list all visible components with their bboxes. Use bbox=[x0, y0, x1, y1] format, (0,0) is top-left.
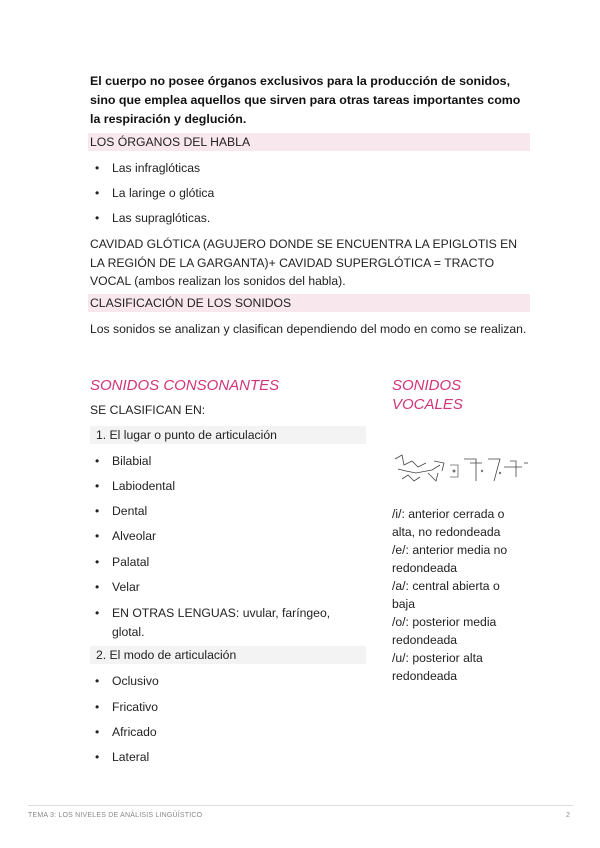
lugar-item: • Bilabial bbox=[112, 453, 151, 469]
consonantes-subtitle: SE CLASIFICAN EN: bbox=[90, 403, 206, 417]
modo-item: • Africado bbox=[112, 724, 157, 740]
vocal-line: alta, no redondeada bbox=[392, 525, 501, 539]
lugar-item: • Alveolar bbox=[112, 528, 156, 544]
lugar-item: • EN OTRAS LENGUAS: uvular, faríngeo, glotal. bbox=[112, 604, 357, 641]
cavidad-paragraph: CAVIDAD GLÓTICA (AGUJERO DONDE SE ENCUENTRA LA EPIGLOTIS EN LA REGIÓN DE LA GARGANTA)+ CAVIDAD SUPERGLÓTICA = TRACTO VOCAL (ambos realizan los sonidos del habla). bbox=[90, 237, 518, 288]
lugar-item: • Dental bbox=[112, 503, 147, 519]
intro-paragraph: El cuerpo no posee órganos exclusivos para la producción de sonidos, sino que emplea aquellos que sirven para otras tareas importantes como la respiración y deglución. bbox=[90, 74, 521, 126]
modo-item: • Lateral bbox=[112, 749, 149, 765]
vowel-diagram-image bbox=[392, 451, 530, 489]
vocal-line: /e/: anterior media no bbox=[392, 543, 508, 557]
vocal-line: baja bbox=[392, 597, 416, 611]
organos-item: • La laringe o glótica bbox=[112, 185, 214, 201]
vocal-line: redondeada bbox=[392, 561, 458, 575]
clasificacion-paragraph: Los sonidos se analizan y clasifican dependiendo del modo en como se realizan. bbox=[90, 322, 527, 336]
footer-title: TEMA 3: LOS NIVELES DE ANÁLISIS LINGÜÍSTICO bbox=[28, 812, 203, 819]
consonantes-title: SONIDOS CONSONANTES bbox=[90, 377, 280, 394]
modo-item: • Fricativo bbox=[112, 699, 158, 715]
modo-item: • Oclusivo bbox=[112, 673, 159, 689]
organos-heading: LOS ÓRGANOS DEL HABLA bbox=[88, 133, 530, 151]
organos-item: • Las infraglóticas bbox=[112, 160, 200, 176]
vocal-line: /i/: anterior cerrada o bbox=[392, 507, 505, 521]
vocal-line: redondeada bbox=[392, 633, 458, 647]
organos-item: • Las supraglóticas. bbox=[112, 210, 210, 226]
lugar-item: • Palatal bbox=[112, 554, 149, 570]
lugar-item: • Labiodental bbox=[112, 478, 175, 494]
lugar-item: • Velar bbox=[112, 579, 140, 595]
vocales-title: SONIDOS VOCALES bbox=[392, 377, 463, 413]
vocal-line: /o/: posterior media bbox=[392, 615, 497, 629]
vocal-line: /a/: central abierta o bbox=[392, 579, 500, 593]
footer-divider bbox=[28, 805, 573, 806]
modo-articulacion-heading: 2. El modo de articulación bbox=[90, 646, 366, 664]
clasificacion-heading: CLASIFICACIÓN DE LOS SONIDOS bbox=[88, 294, 530, 312]
page-number: 2 bbox=[566, 812, 571, 819]
vocal-line: /u/: posterior alta bbox=[392, 651, 483, 665]
vocal-line: redondeada bbox=[392, 669, 458, 683]
lugar-articulacion-heading: 1. El lugar o punto de articulación bbox=[90, 426, 366, 444]
